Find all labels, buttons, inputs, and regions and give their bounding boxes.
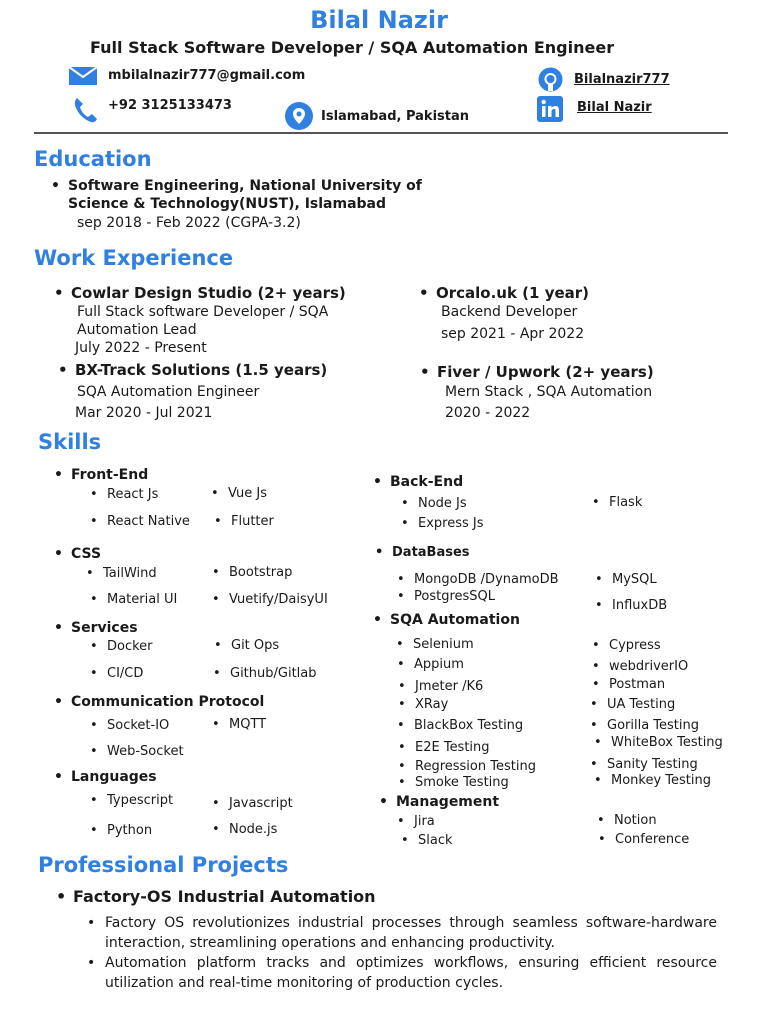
- skill-item: • InfluxDB: [612, 598, 667, 613]
- header-divider: [34, 132, 728, 134]
- skill-item: • Typescript: [107, 793, 173, 808]
- location-pin-icon: [285, 102, 313, 132]
- skill-item: • Cypress: [609, 638, 661, 653]
- skill-item: • Git Ops: [231, 638, 279, 653]
- job-role: Full Stack software Developer / SQA: [77, 304, 329, 320]
- skill-item: • Selenium: [413, 637, 474, 652]
- skill-item: • Jira: [414, 814, 435, 829]
- skill-item: • Material UI: [107, 592, 177, 607]
- work-experience-heading: Work Experience: [34, 246, 234, 270]
- skill-item: • Web-Socket: [107, 744, 184, 759]
- phone-icon: [72, 96, 98, 124]
- skill-item: • Postman: [609, 677, 665, 692]
- skill-item: • Github/Gitlab: [230, 666, 317, 681]
- skill-item: • CI/CD: [107, 666, 143, 681]
- job-dates: 2020 - 2022: [445, 405, 531, 421]
- job-dates: Mar 2020 - Jul 2021: [75, 405, 213, 421]
- education-heading: Education: [34, 147, 152, 171]
- skill-group-title: • DataBases: [392, 545, 470, 560]
- skill-item: • React Js: [107, 487, 158, 502]
- job-role: Mern Stack , SQA Automation: [445, 384, 653, 400]
- education-degree-line2: Science & Technology(NUST), Islamabad: [68, 196, 387, 212]
- skill-item: • Express Js: [418, 516, 484, 531]
- resume-role: Full Stack Software Developer / SQA Automation Engineer: [90, 38, 615, 57]
- skill-item: • Node.js: [229, 822, 277, 837]
- skill-item: • Socket-IO: [107, 718, 169, 733]
- job-company: • BX-Track Solutions (1.5 years): [75, 361, 327, 379]
- skill-item: • Docker: [107, 639, 153, 654]
- skill-item: • React Native: [107, 514, 190, 529]
- skill-item: • Vue Js: [228, 486, 267, 501]
- education-dates: sep 2018 - Feb 2022 (CGPA-3.2): [77, 215, 301, 231]
- email-link[interactable]: mbilalnazir777@gmail.com: [108, 68, 306, 83]
- skill-item: • Appium: [414, 657, 464, 672]
- skill-item: • MySQL: [612, 572, 657, 587]
- job-role: SQA Automation Engineer: [77, 384, 260, 400]
- skill-item: • Notion: [614, 813, 657, 828]
- skill-item: • XRay: [415, 697, 448, 712]
- skill-item: • Smoke Testing: [415, 775, 509, 790]
- job-company: • Orcalo.uk (1 year): [436, 284, 589, 302]
- skill-item: • PostgresSQL: [414, 589, 495, 604]
- job-role: Backend Developer: [441, 304, 578, 320]
- skill-item: • Jmeter /K6: [415, 679, 483, 694]
- skill-item: • webdriverIO: [609, 659, 688, 674]
- skill-group-title: • Services: [71, 620, 138, 636]
- projects-heading: Professional Projects: [38, 853, 289, 877]
- skill-item: • Bootstrap: [229, 565, 292, 580]
- job-company: • Fiver / Upwork (2+ years): [437, 363, 654, 381]
- github-link[interactable]: Bilalnazir777: [574, 72, 670, 87]
- skill-item: • BlackBox Testing: [414, 718, 523, 733]
- skill-item: • MQTT: [229, 717, 266, 732]
- job-role: Automation Lead: [77, 322, 197, 338]
- location-text: Islamabad, Pakistan: [321, 109, 470, 124]
- skill-group-title: • Languages: [71, 769, 157, 785]
- phone-number[interactable]: +92 3125133473: [108, 98, 232, 113]
- skills-heading: Skills: [38, 430, 102, 454]
- skill-item: • E2E Testing: [415, 740, 490, 755]
- linkedin-link[interactable]: Bilal Nazir: [577, 100, 652, 115]
- skill-item: • Python: [107, 823, 152, 838]
- job-dates: July 2022 - Present: [75, 340, 207, 356]
- skill-group-title: • CSS: [71, 546, 101, 562]
- linkedin-icon: [537, 96, 563, 122]
- skill-item: • Gorilla Testing: [607, 718, 699, 733]
- skill-item: • Regression Testing: [415, 759, 536, 774]
- skill-item: • TailWind: [103, 566, 157, 581]
- project-point: • Automation platform tracks and optimizes workflows, ensuring efficient resource utilization and real-time monitoring of production cycles.: [105, 953, 717, 993]
- github-icon: [538, 67, 563, 92]
- skill-group-title: • SQA Automation: [390, 612, 520, 628]
- skill-item: • Node Js: [418, 496, 467, 511]
- skill-item: • Monkey Testing: [611, 773, 711, 788]
- skill-group-title: • Communication Protocol: [71, 694, 264, 710]
- skill-item: • Conference: [615, 832, 689, 847]
- skill-item: • Vuetify/DaisyUI: [229, 592, 328, 607]
- skill-item: • Flutter: [231, 514, 274, 529]
- job-company: • Cowlar Design Studio (2+ years): [71, 284, 346, 302]
- skill-item: • Flask: [609, 495, 642, 510]
- skill-item: • Slack: [418, 833, 453, 848]
- skill-item: • Sanity Testing: [607, 757, 698, 772]
- skill-group-title: • Back-End: [390, 474, 463, 490]
- skill-group-title: • Front-End: [71, 467, 148, 483]
- skill-item: • UA Testing: [607, 697, 675, 712]
- skill-group-title: • Management: [396, 794, 499, 810]
- education-degree-line1: • Software Engineering, National University of: [68, 178, 422, 194]
- project-point: • Factory OS revolutionizes industrial processes through seamless software-hardware interaction, streamlining operations and enhancing productivity.: [105, 913, 717, 953]
- skill-item: • MongoDB /DynamoDB: [414, 572, 559, 587]
- job-dates: sep 2021 - Apr 2022: [441, 326, 585, 342]
- email-icon: [68, 66, 98, 86]
- skill-item: • Javascript: [229, 796, 293, 811]
- resume-name: Bilal Nazir: [310, 6, 448, 34]
- skill-item: • WhiteBox Testing: [611, 735, 723, 750]
- project-name: • Factory-OS Industrial Automation: [73, 887, 376, 906]
